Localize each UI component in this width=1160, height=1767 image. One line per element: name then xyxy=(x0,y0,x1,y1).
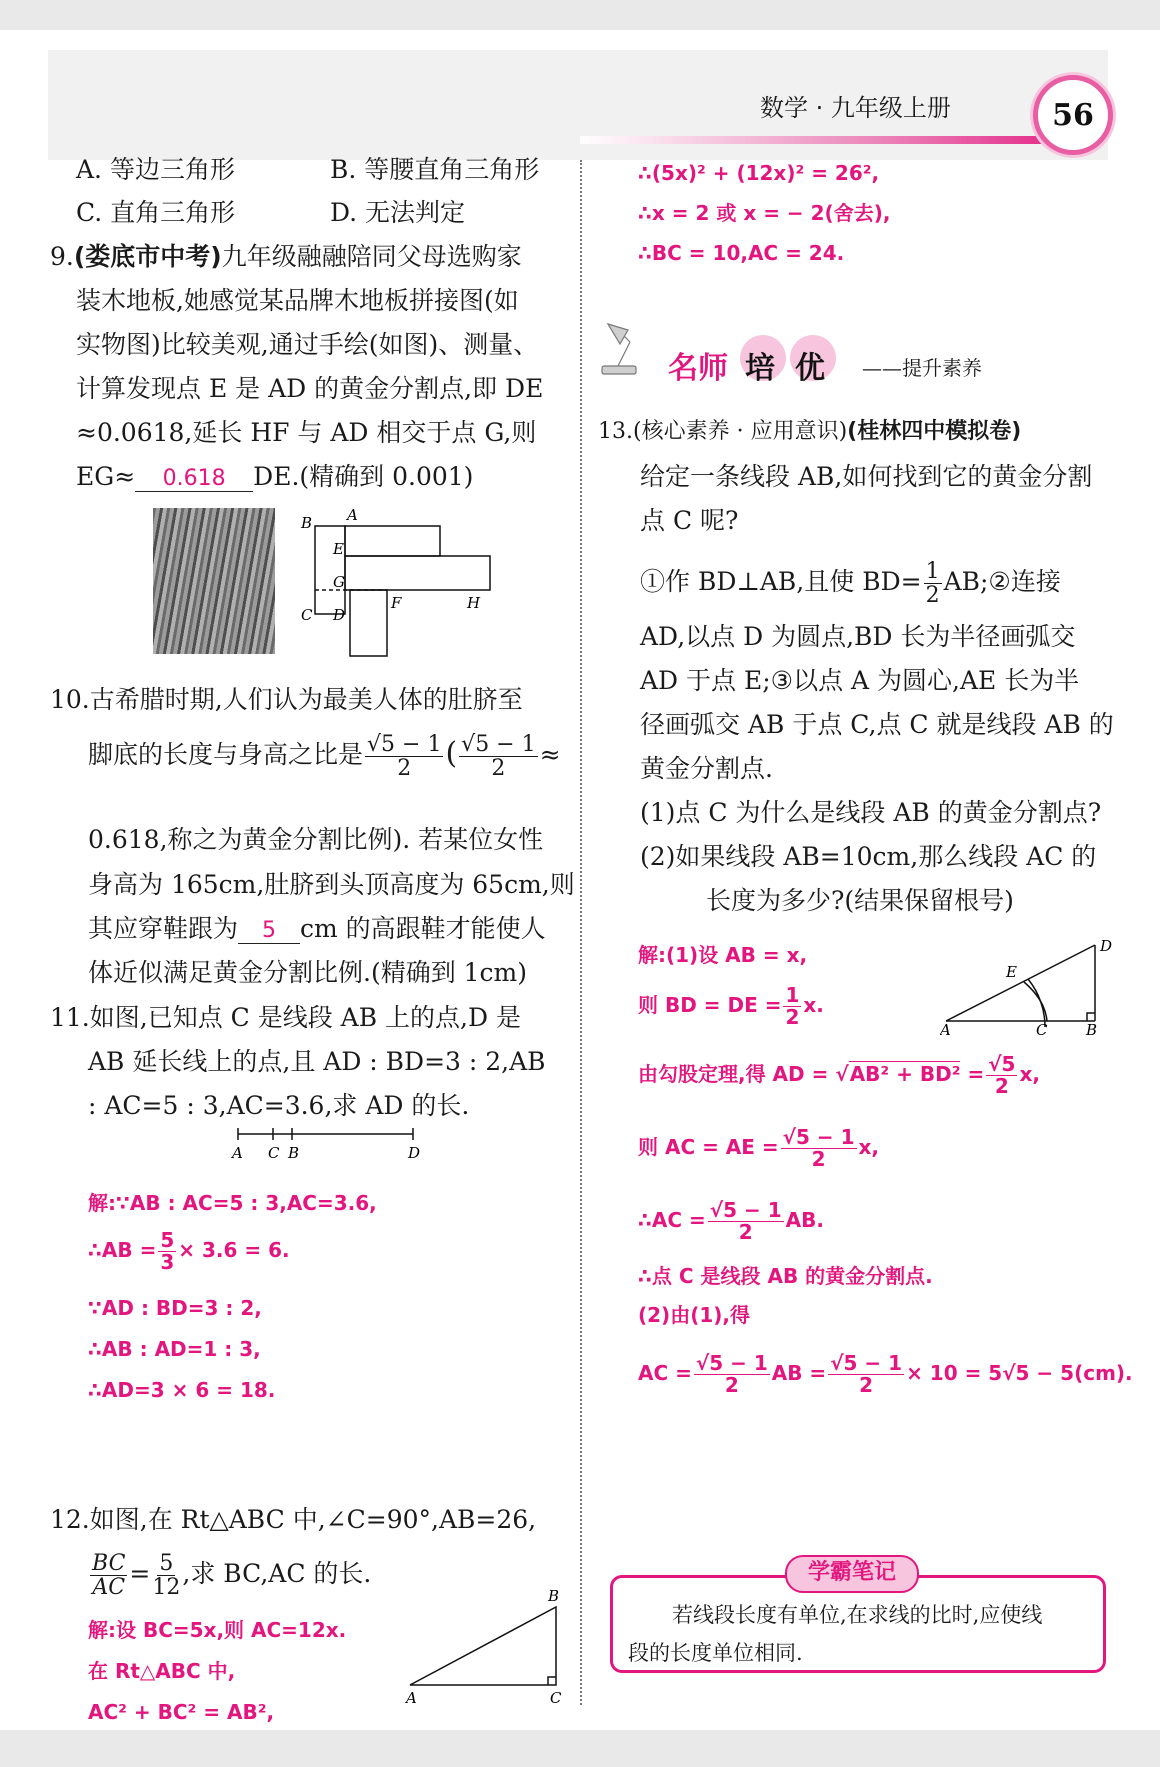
q12-line-2 xyxy=(88,1552,371,1599)
q13-sol8-mid: AB = xyxy=(771,1361,827,1385)
q13-solution-2 xyxy=(638,985,824,1028)
q11-solution-2 xyxy=(88,1230,290,1273)
q9-label-g: G xyxy=(333,573,345,591)
q12-label-a: A xyxy=(406,1689,417,1705)
q10-text-5-pre: 其应穿鞋跟为 xyxy=(88,914,239,943)
q13-line-8: 黄金分割点. xyxy=(640,754,773,783)
q12-f1-num: BC xyxy=(92,1551,126,1576)
q13-text-4-pre: ①作 BD⊥AB,且使 BD= xyxy=(640,567,922,597)
page-number-badge xyxy=(1033,75,1113,155)
q13-line-7: 径画弧交 AB 于点 C,点 C 就是线段 AB 的 xyxy=(640,710,1114,739)
q13-line-1 xyxy=(598,417,1021,447)
q13-line-6: AD 于点 E;③以点 A 为圆心,AE 长为半 xyxy=(640,666,1080,695)
q13-solution-6: ∴点 C 是线段 AB 的黄金分割点. xyxy=(638,1264,933,1288)
q11-number: 11. xyxy=(50,1003,90,1032)
q13-solution-8 xyxy=(638,1353,1133,1396)
q13-label-a: A xyxy=(940,1021,951,1035)
q10-line-1 xyxy=(50,685,523,715)
q13-sol4-den: 2 xyxy=(811,1147,826,1171)
q13-sol8-pre: AC = xyxy=(638,1361,692,1385)
q12-frac-2 xyxy=(152,1552,180,1599)
q9-line-3: 实物图)比较美观,通过手绘(如图)、测量、 xyxy=(76,330,539,359)
q9-label-f: F xyxy=(391,594,402,612)
q11-text-1: 如图,已知点 C 是线段 AB 上的点,D 是 xyxy=(89,1003,521,1032)
q12-f2-num: 5 xyxy=(159,1551,174,1576)
q13-label-e: E xyxy=(1006,963,1017,981)
q8-option-a: A. 等边三角形 xyxy=(76,155,235,184)
q13-sol3-frac xyxy=(986,1054,1017,1097)
q12-solution-2: 在 Rt△ABC 中, xyxy=(88,1659,236,1683)
q12-solution-1: 解:设 BC=5x,则 AC=12x. xyxy=(88,1618,347,1642)
q12-triangle-diagram xyxy=(400,1585,570,1705)
q13-sol4-num: √5 − 1 xyxy=(782,1125,855,1149)
q9-line-1 xyxy=(50,242,522,272)
q9-text-1: 九年级融融陪同父母选购家 xyxy=(221,242,522,271)
q11-label-a: A xyxy=(232,1144,243,1162)
q13-sol8-frac-1 xyxy=(694,1353,770,1396)
q13-label-c: C xyxy=(1036,1021,1048,1035)
q13-frac xyxy=(924,560,942,607)
q13-sol8-num-2: √5 − 1 xyxy=(830,1351,903,1375)
q13-part-1: (1)点 C 为什么是线段 AB 的黄金分割点? xyxy=(640,798,1102,827)
q13-golden-section-diagram xyxy=(940,935,1115,1035)
q13-frac-num: 1 xyxy=(925,559,940,584)
q10-approx: ≈ xyxy=(539,740,561,770)
q9-label-c: C xyxy=(301,606,313,624)
q13-sol5-den: 2 xyxy=(738,1220,753,1244)
q13-sol4-post: x, xyxy=(858,1135,880,1159)
note-title: 学霸笔记 xyxy=(785,1555,919,1593)
q12-f1-den: AC xyxy=(92,1575,126,1601)
q10-number: 10. xyxy=(50,685,90,714)
q9-line-2: 装木地板,她感觉某品牌木地板拼接图(如 xyxy=(76,286,519,315)
q12-continued-2: ∴x = 2 或 x = − 2(舍去), xyxy=(638,201,891,225)
q13-sol5-num: √5 − 1 xyxy=(709,1198,782,1222)
q11-label-b: B xyxy=(288,1144,300,1162)
q13-part-2b: 长度为多少?(结果保留根号) xyxy=(706,886,1014,915)
q13-sol2-pre: 则 BD = DE = xyxy=(638,993,782,1017)
q13-sol5-pre: ∴AC = xyxy=(638,1208,706,1232)
q10-text-5-post: cm 的高跟鞋才能使人 xyxy=(300,914,546,943)
q12-number: 12. xyxy=(50,1505,90,1534)
q9-line-6 xyxy=(76,462,473,492)
q12-solution-3: AC² + BC² = AB², xyxy=(88,1700,275,1724)
q13-sol3-pre: 由勾股定理,得 AD = xyxy=(638,1062,829,1086)
q11-sol2-num: 5 xyxy=(160,1228,175,1252)
q13-line-2: 给定一条线段 AB,如何找到它的黄金分割 xyxy=(640,462,1093,491)
banner-title-3: 优 xyxy=(795,351,825,386)
q13-sol4-pre: 则 AC = AE = xyxy=(638,1135,779,1159)
q9-label-b: B xyxy=(301,514,313,532)
q10-text-1: 古希腊时期,人们认为最美人体的肚脐至 xyxy=(89,685,523,714)
q10-fraction-2 xyxy=(459,733,537,780)
q13-solution-3: 由勾股定理,得 AD = √AB² + BD² = $\frac{√5}{2}$ x, xyxy=(638,1052,1040,1098)
q9-text-6-pre: EG≈ xyxy=(76,462,136,491)
q13-sol3-den: 2 xyxy=(994,1074,1009,1098)
q11-line-3: : AC=5 : 3,AC=3.6,求 AD 的长. xyxy=(88,1091,470,1120)
q9-label-d: D xyxy=(333,606,346,624)
q12-continued-3: ∴BC = 10,AC = 24. xyxy=(638,241,845,265)
q13-part-2: (2)如果线段 AB=10cm,那么线段 AC 的 xyxy=(640,842,1097,871)
q11-label-d: D xyxy=(408,1144,421,1162)
q12-continued-1: ∴(5x)² + (12x)² = 26², xyxy=(638,161,880,185)
q13-sol3-num: √5 xyxy=(988,1052,1016,1076)
q11-solution-4: ∴AB : AD=1 : 3, xyxy=(88,1337,261,1361)
q8-option-d: D. 无法判定 xyxy=(330,198,466,227)
q13-sol3-eq: = xyxy=(967,1062,985,1086)
banner-subtitle: ——提升素养 xyxy=(862,356,982,380)
q10-line-2: 脚底的长度与身高之比是 $\frac{√5 - 1}{2}$ ( $\frac{√5 - 1}{2}$ ≈ xyxy=(88,732,561,782)
q12-text-2: ,求 BC,AC 的长. xyxy=(182,1559,372,1589)
q13-solution-1: 解:(1)设 AB = x, xyxy=(638,943,808,967)
q10-frac-num: √5 − 1 xyxy=(367,732,442,757)
q11-solution-5: ∴AD=3 × 6 = 18. xyxy=(88,1378,276,1402)
q13-sol3-post: x, xyxy=(1019,1062,1040,1086)
q11-label-c: C xyxy=(268,1144,280,1162)
note-line-1: 若线段长度有单位,在求线的比时,应使线 xyxy=(672,1603,1043,1627)
q13-label-d: D xyxy=(1100,937,1113,955)
page-number: 56 xyxy=(1052,97,1094,133)
header-stripe xyxy=(580,136,1100,144)
q13-sol2-num: 1 xyxy=(785,983,800,1007)
q10-frac-den-2: 2 xyxy=(491,756,506,782)
q10-line-3: 0.618,称之为黄金分割比例). 若某位女性 xyxy=(88,825,544,854)
q13-sol5-frac xyxy=(708,1200,784,1243)
q8-option-c: C. 直角三角形 xyxy=(76,198,236,227)
q13-line-4 xyxy=(640,560,1061,607)
q10-frac-num-2: √5 − 1 xyxy=(461,732,536,757)
q11-solution-1: 解:∵AB : AC=5 : 3,AC=3.6, xyxy=(88,1191,377,1215)
q13-source: (桂林四中模拟卷) xyxy=(847,419,1022,444)
q10-line-4: 身高为 165cm,肚脐到头顶高度为 65cm,则 xyxy=(88,870,575,899)
q12-frac-1 xyxy=(90,1552,127,1599)
q13-sol3-radical: AB² + BD² xyxy=(849,1062,961,1086)
q11-segment-diagram xyxy=(228,1120,428,1168)
q13-frac-den: 2 xyxy=(925,583,940,609)
q13-line-5: AD,以点 D 为圆点,BD 长为半径画弧交 xyxy=(640,622,1076,651)
note-line-2: 段的长度单位相同. xyxy=(628,1641,803,1665)
q11-sol2-frac xyxy=(158,1230,176,1273)
page xyxy=(0,30,1160,1730)
q12-eq: = xyxy=(129,1559,151,1589)
q13-number: 13. xyxy=(598,419,633,444)
q13-label-b: B xyxy=(1086,1021,1098,1035)
q13-solution-7: (2)由(1),得 xyxy=(638,1303,750,1327)
q8-option-b: B. 等腰直角三角形 xyxy=(330,155,540,184)
q9-text-6-post: DE.(精确到 0.001) xyxy=(253,462,474,491)
q9-source: (娄底市中考) xyxy=(73,242,222,271)
q13-solution-4 xyxy=(638,1127,879,1170)
q9-number: 9. xyxy=(50,242,74,271)
q9-line-4: 计算发现点 E 是 AD 的黄金分割点,即 DE xyxy=(76,374,544,403)
q9-label-e: E xyxy=(333,540,344,558)
q11-sol2-pre: ∴AB = xyxy=(88,1238,157,1262)
q13-tag: (核心素养 · 应用意识) xyxy=(633,419,848,444)
banner-title-2: 培 xyxy=(745,351,775,386)
q11-sol2-post: × 3.6 = 6. xyxy=(178,1238,290,1262)
q10-line-5 xyxy=(88,914,546,944)
q13-sol4-frac xyxy=(781,1127,857,1170)
q13-solution-5 xyxy=(638,1200,824,1243)
q12-f2-den: 12 xyxy=(152,1575,181,1601)
q13-text-4-post: AB;②连接 xyxy=(943,567,1061,597)
lamp-icon xyxy=(598,320,668,380)
q13-sol8-den-1: 2 xyxy=(724,1373,739,1397)
q10-answer-blank: 5 xyxy=(238,919,300,944)
q11-line-2: AB 延长线上的点,且 AD : BD=3 : 2,AB xyxy=(88,1047,546,1076)
q9-answer-blank: 0.618 xyxy=(135,467,253,492)
q9-label-h: H xyxy=(467,594,481,612)
q13-sol2-den: 2 xyxy=(785,1005,800,1029)
q10-line-6: 体近似满足黄金分割比例.(精确到 1cm) xyxy=(88,958,528,987)
q11-solution-3: ∵AD : BD=3 : 2, xyxy=(88,1296,262,1320)
q13-sol2-post: x. xyxy=(803,993,824,1017)
q12-label-b: B xyxy=(548,1587,560,1605)
q12-text-1: 如图,在 Rt△ABC 中,∠C=90°,AB=26, xyxy=(89,1505,537,1534)
q10-fraction xyxy=(365,733,443,780)
q13-sol8-frac-2 xyxy=(828,1353,904,1396)
wood-floor-photo xyxy=(153,508,275,654)
q12-line-1 xyxy=(50,1505,536,1535)
q10-text-2: 脚底的长度与身高之比是 xyxy=(88,740,364,770)
q11-line-1 xyxy=(50,1003,521,1033)
q13-sol8-den-2: 2 xyxy=(859,1373,874,1397)
header-subject: 数学 · 九年级上册 xyxy=(760,94,951,122)
q13-line-3: 点 C 呢? xyxy=(640,506,739,535)
q9-floor-diagram xyxy=(295,508,495,658)
banner-title-1: 名师 xyxy=(668,351,728,386)
q9-label-a: A xyxy=(347,508,358,524)
q13-sol8-post: × 10 = 5√5 − 5(cm). xyxy=(906,1361,1133,1385)
q13-sol5-post: AB. xyxy=(785,1208,824,1232)
q12-label-c: C xyxy=(550,1689,562,1705)
q13-sol2-frac xyxy=(783,985,801,1028)
column-divider xyxy=(580,160,582,1705)
q10-frac-den: 2 xyxy=(397,756,412,782)
q11-sol2-den: 3 xyxy=(160,1250,175,1274)
q9-line-5: ≈0.0618,延长 HF 与 AD 相交于点 G,则 xyxy=(76,418,537,447)
q13-sol8-num-1: √5 − 1 xyxy=(695,1351,768,1375)
